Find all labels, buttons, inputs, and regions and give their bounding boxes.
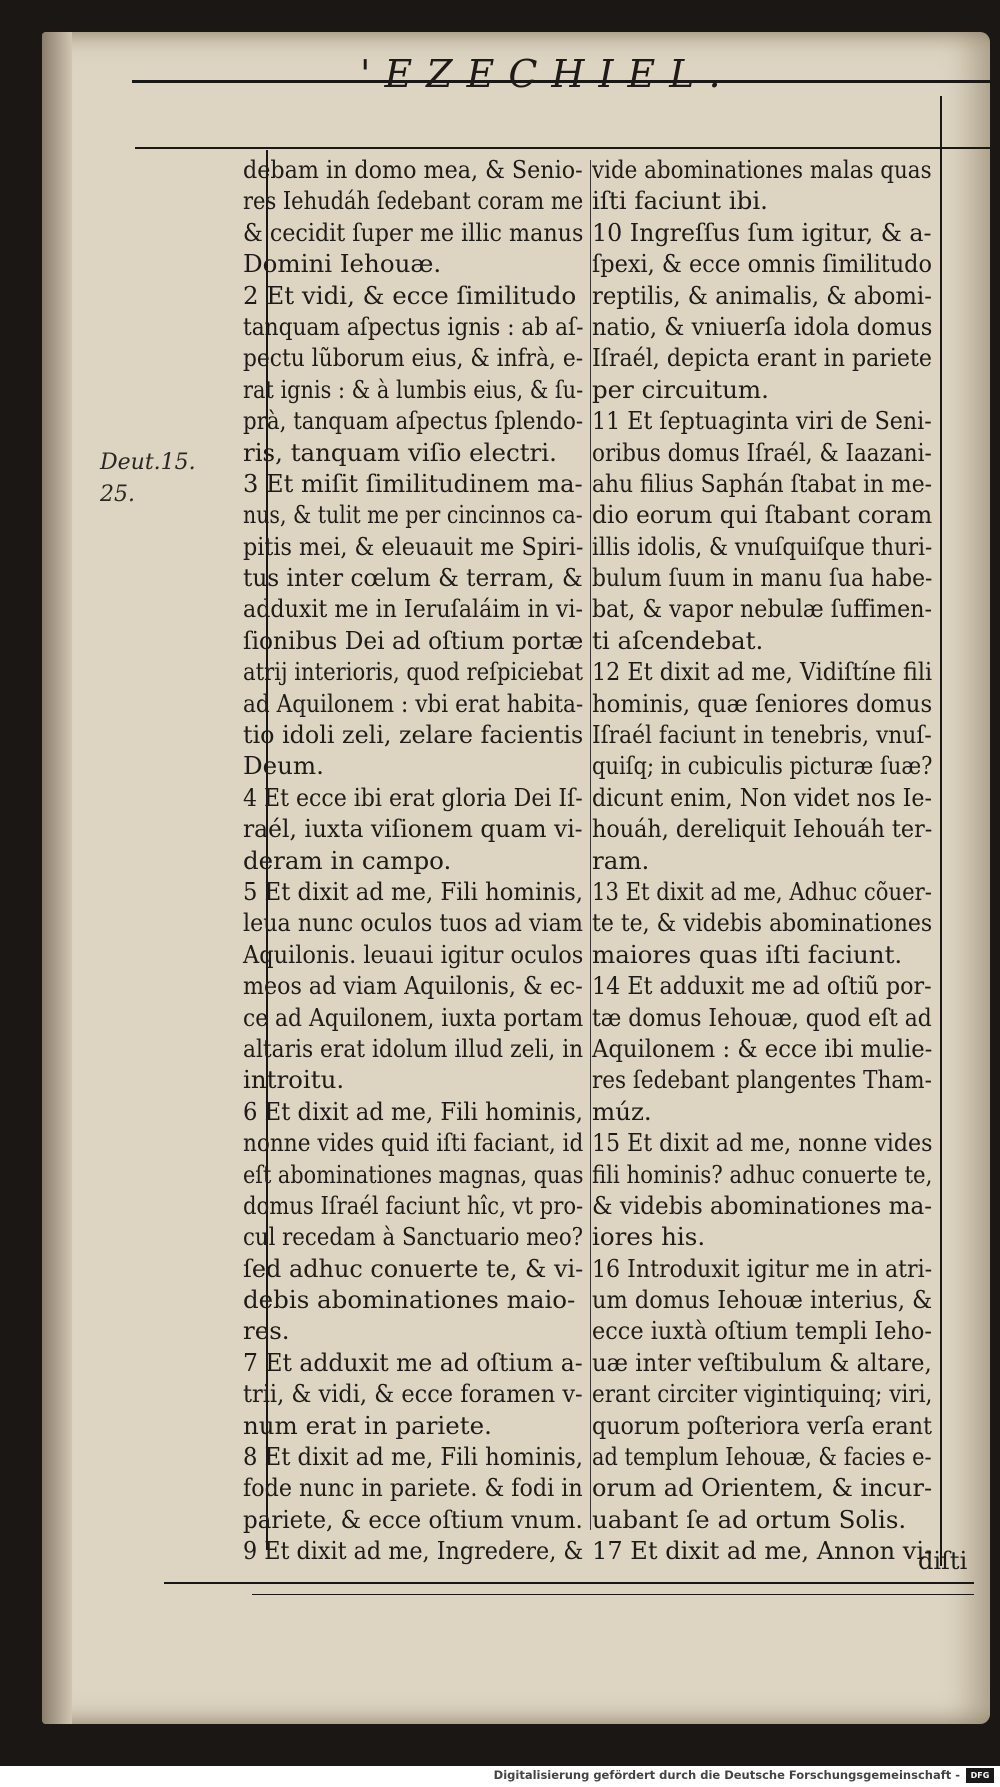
text-line: Aquilonis. leuaui igitur oculos <box>243 939 584 969</box>
text-line: fili hominis? adhuc conuerte te, <box>592 1159 933 1189</box>
header-bottom-rule <box>135 147 995 149</box>
text-line: múz. <box>592 1096 652 1126</box>
text-line: & videbis abominationes ma- <box>592 1190 933 1220</box>
text-line: per circuitum. <box>592 374 769 404</box>
text-line: houáh, dereliquit Iehouáh ter- <box>592 814 933 844</box>
text-line: ti aſcendebat. <box>592 625 764 655</box>
text-line: res Iehudáh ſedebant coram me <box>243 186 584 216</box>
footer-rule-lower <box>252 1594 974 1595</box>
text-line: 12 Et dixit ad me, Vidiſtíne fili <box>592 657 933 687</box>
text-line: vide abominationes malas quas <box>592 155 932 184</box>
text-line: ad Aquilonem : vbi erat habita- <box>243 688 584 718</box>
text-line: adduxit me in Ieruſaláim in vi- <box>243 594 583 624</box>
digitization-note: Digitalisierung gefördert durch die Deutsche Forschungsgemeinschaft - <box>493 1768 960 1782</box>
text-line: erant circiter vigintiquinq; viri, <box>592 1379 933 1409</box>
text-line: meos ad viam Aquilonis, & ec- <box>243 971 583 1001</box>
text-line: rat ignis : & à lumbis eius, & ſu- <box>243 374 584 404</box>
text-line: maiores quas iſti faciunt. <box>592 939 903 969</box>
text-line: 11 Et ſeptuaginta viri de Seni- <box>592 406 932 436</box>
text-line: ad templum Iehouæ, & facies e- <box>592 1442 932 1472</box>
text-line: Deum. <box>243 751 324 781</box>
text-line: 14 Et adduxit me ad oſtiũ por- <box>592 971 932 1001</box>
text-line: 7 Et adduxit me ad oſtium a- <box>243 1347 583 1377</box>
text-line: reptilis, & animalis, & abomi- <box>592 280 932 310</box>
text-line: um domus Iehouæ interius, & <box>592 1285 933 1315</box>
text-line: 3 Et miſit ſimilitudinem ma- <box>243 468 583 498</box>
text-line: tus inter cœlum & terram, & <box>243 563 583 593</box>
text-line: ris, tanquam viſio electri. <box>243 437 557 467</box>
text-line: domus Iſraél faciunt hîc, vt pro- <box>243 1190 584 1220</box>
text-line: natio, & vniuerſa idola domus <box>592 311 933 341</box>
text-line: 8 Et dixit ad me, Fili hominis, <box>243 1442 583 1472</box>
margin-reference: Deut.15. 25. <box>100 450 196 507</box>
text-line: pectu lũborum eius, & infrà, e- <box>243 343 584 373</box>
text-line: fode nunc in pariete. & fodi in <box>243 1473 583 1503</box>
text-line: quiſq; in cubiculis picturæ ſuæ? <box>592 751 933 781</box>
page-header-title: 'EZECHIEL. <box>360 52 735 96</box>
catchword: diſti <box>918 1547 968 1575</box>
text-line: ram. <box>592 845 650 875</box>
text-line: debam in domo mea, & Senio- <box>243 155 583 184</box>
text-line: dio eorum qui ſtabant coram <box>592 500 933 530</box>
text-line: pitis mei, & eleuauit me Spiri- <box>243 531 584 561</box>
text-line: uæ inter veſtibulum & altare, <box>592 1347 932 1377</box>
text-line: tanquam aſpectus ignis : ab aſ- <box>243 311 584 341</box>
text-line: 15 Et dixit ad me, nonne vides <box>592 1128 933 1158</box>
text-line: ſionibus Dei ad oſtium portæ <box>243 625 584 655</box>
page-gutter <box>42 32 72 1724</box>
text-line: ſed adhuc conuerte te, & vi- <box>243 1253 584 1283</box>
text-line: 9 Et dixit ad me, Ingredere, & <box>243 1536 584 1566</box>
text-line: pariete, & ecce oſtium vnum. <box>243 1504 583 1534</box>
text-line: bulum ſuum in manu ſua habe- <box>592 563 933 593</box>
text-line: ſpexi, & ecce omnis ſimilitudo <box>592 249 932 279</box>
text-line: 16 Introduxit igitur me in atri- <box>592 1253 933 1283</box>
footer-rule-upper <box>164 1582 974 1584</box>
text-line: altaris erat idolum illud zeli, in <box>243 1033 584 1063</box>
text-line: cul recedam à Sanctuario meo? <box>243 1222 584 1252</box>
text-line: debis abominationes maio- <box>243 1285 576 1315</box>
text-line: nus, & tulit me per cincinnos ca- <box>243 500 583 530</box>
text-line: iſti faciunt ibi. <box>592 186 768 216</box>
text-line: quorum poſteriora verſa erant <box>592 1410 932 1440</box>
dfg-logo: DFG <box>966 1768 994 1783</box>
text-line: orum ad Orientem, & incur- <box>592 1473 933 1503</box>
text-line: 13 Et dixit ad me, Adhuc cõuer- <box>592 876 932 906</box>
text-line: res. <box>243 1316 290 1346</box>
text-column-right <box>592 154 970 1567</box>
text-line: res ſedebant plangentes Tham- <box>592 1065 932 1095</box>
text-line: trii, & vidi, & ecce foramen v- <box>243 1379 583 1409</box>
text-line: uabant ſe ad ortum Solis. <box>592 1504 907 1534</box>
text-line: raél, iuxta viſionem quam vi- <box>243 814 583 844</box>
text-line: bat, & vapor nebulæ ſuffimen- <box>592 594 932 624</box>
text-line: ce ad Aquilonem, iuxta portam <box>243 1002 584 1032</box>
text-line: introitu. <box>243 1065 345 1095</box>
text-line: 17 Et dixit ad me, Annon vi- <box>592 1536 933 1566</box>
text-line: te te, & videbis abominationes <box>592 908 933 938</box>
text-line: iores his. <box>592 1222 706 1252</box>
text-line: prà, tanquam aſpectus ſplendo- <box>243 406 584 436</box>
text-line: atrij interioris, quod reſpiciebat <box>243 657 584 687</box>
text-line: Iſraél, depicta erant in pariete <box>592 343 932 373</box>
text-line: 2 Et vidi, & ecce ſimilitudo <box>243 280 577 310</box>
text-line: hominis, quæ ſeniores domus <box>592 688 933 718</box>
text-line: num erat in pariete. <box>243 1410 492 1440</box>
text-line: 6 Et dixit ad me, Fili hominis, <box>243 1096 583 1126</box>
text-line: nonne vides quid iſti faciant, id <box>243 1128 584 1158</box>
text-column-left <box>243 154 600 1567</box>
text-line: Domini Iehouæ. <box>243 249 442 279</box>
text-line: 5 Et dixit ad me, Fili hominis, <box>243 876 583 906</box>
text-line: leua nunc oculos tuos ad viam <box>243 908 583 938</box>
text-line: oribus domus Iſraél, & Iaazani- <box>592 437 932 467</box>
text-line: illis idolis, & vnuſquiſque thuri- <box>592 531 933 561</box>
text-line: 4 Et ecce ibi erat gloria Dei Iſ- <box>243 782 583 812</box>
text-line: & cecidit ſuper me illic manus <box>243 217 584 247</box>
text-line: dicunt enim, Non videt nos Ie- <box>592 782 932 812</box>
text-line: ecce iuxtà oſtium templi Ieho- <box>592 1316 932 1346</box>
text-line: ahu filius Saphán ſtabat in me- <box>592 468 932 498</box>
text-line: tio idoli zeli, zelare facientis <box>243 720 584 750</box>
text-line: deram in campo. <box>243 845 452 875</box>
text-line: 10 Ingreſſus ſum igitur, & a- <box>592 217 932 247</box>
text-line: tæ domus Iehouæ, quod eſt ad <box>592 1002 932 1032</box>
text-line: Aquilonem : & ecce ibi mulie- <box>592 1033 933 1063</box>
text-line: Iſraél faciunt in tenebris, vnuſ- <box>592 720 932 750</box>
text-line: eſt abominationes magnas, quas <box>243 1159 584 1189</box>
